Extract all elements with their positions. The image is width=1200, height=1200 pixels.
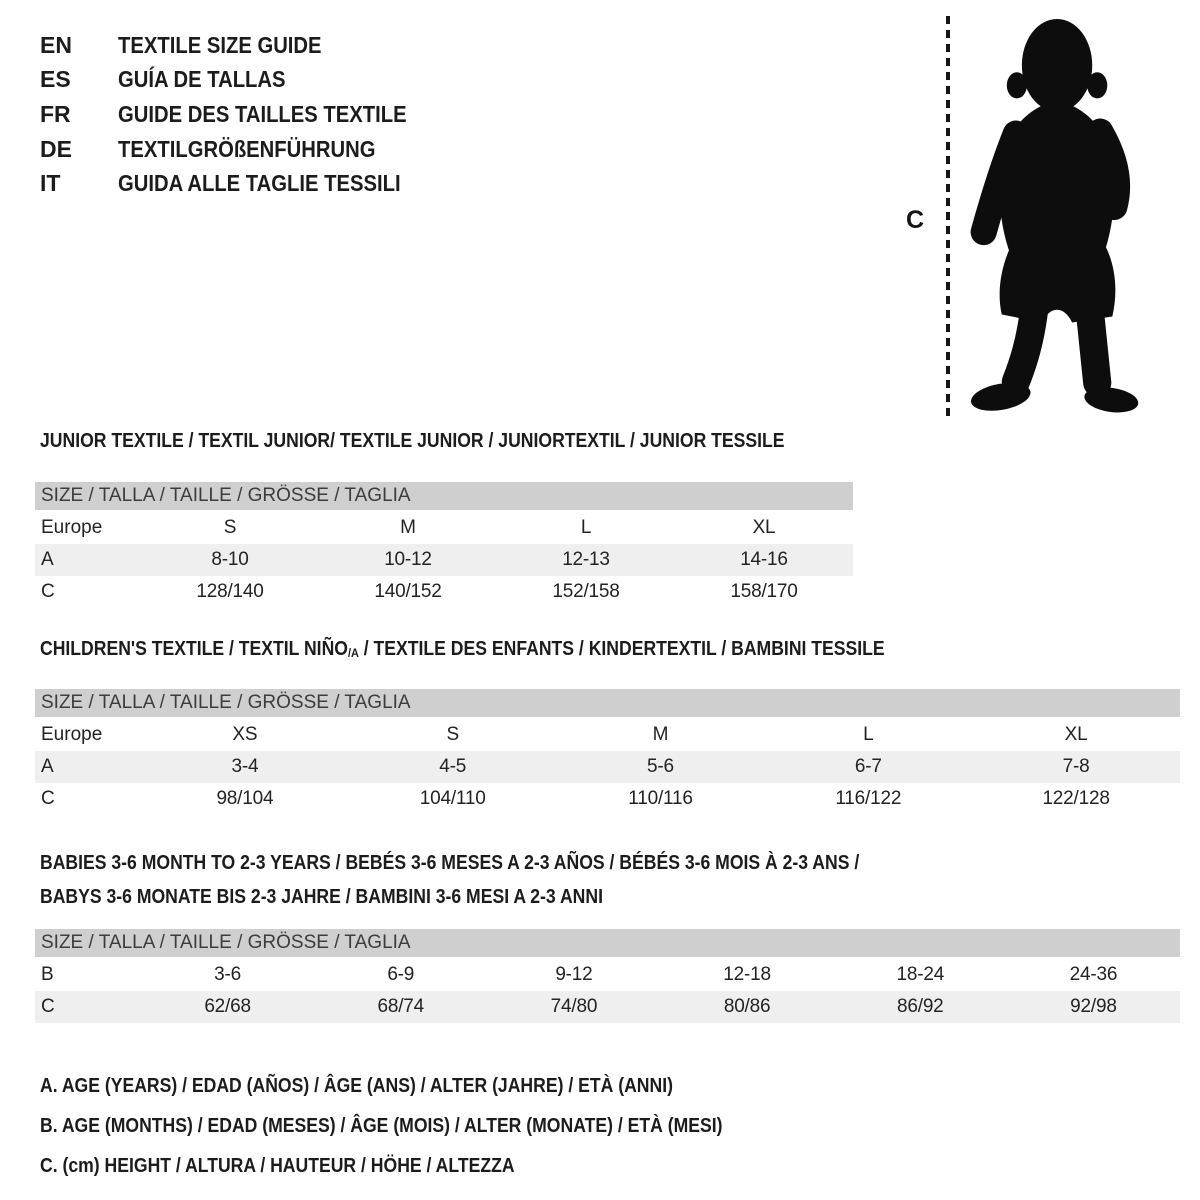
size-cell: XL <box>752 517 776 538</box>
size-table-header <box>35 689 1180 717</box>
height-cell: 128/140 <box>196 581 264 602</box>
age-cell: 10-12 <box>384 549 432 570</box>
age-cell: 12-18 <box>723 964 771 985</box>
height-cell: 68/74 <box>377 996 425 1017</box>
size-cell: XL <box>1064 724 1088 745</box>
height-cell: 152/158 <box>552 581 620 602</box>
section-title-text: CHILDREN'S TEXTILE / TEXTIL NIÑO <box>40 638 348 660</box>
footnote-text: C. (cm) HEIGHT / ALTURA / HAUTEUR / HÖHE / ALTEZZA <box>40 1154 515 1177</box>
footnote-a <box>40 1066 816 1106</box>
footnote-text: A. AGE (YEARS) / EDAD (AÑOS) / ÂGE (ANS) / ALTER (JAHRE) / ETÀ (ANNI) <box>40 1074 673 1097</box>
language-row <box>40 166 446 201</box>
footnote-b <box>40 1106 816 1146</box>
footnote-text: B. AGE (MONTHS) / EDAD (MESES) / ÂGE (MOIS) / ALTER (MONATE) / ETÀ (MESI) <box>40 1114 723 1137</box>
size-table-header <box>35 929 1180 957</box>
children-size-table <box>35 689 1180 815</box>
height-cell: 116/122 <box>835 788 902 809</box>
size-cell: M <box>652 724 669 745</box>
table-row-height <box>35 576 853 608</box>
age-cell: 18-24 <box>896 964 945 985</box>
age-cell: 24-36 <box>1069 964 1118 985</box>
measure-label-c: C <box>906 206 925 234</box>
size-cell: L <box>580 517 592 538</box>
height-cell: 74/80 <box>550 996 598 1017</box>
section-title-text: / TEXTILE DES ENFANTS / KINDERTEXTIL / BAMBINI TESSILE <box>358 638 885 660</box>
row-label: Europe <box>41 724 103 745</box>
language-row <box>40 132 446 167</box>
age-cell: 9-12 <box>555 964 593 985</box>
height-cell: 158/170 <box>730 581 798 602</box>
age-cell: 12-13 <box>562 549 610 570</box>
table-row-age <box>35 751 1180 783</box>
height-cell: 80/86 <box>723 996 771 1017</box>
section-title-text: JUNIOR TEXTILE / TEXTIL JUNIOR/ TEXTILE JUNIOR / JUNIORTEXTIL / JUNIOR TESSILE <box>40 430 785 452</box>
table-row-height <box>35 991 1180 1023</box>
footnotes <box>40 1066 816 1186</box>
language-code: EN <box>40 31 72 58</box>
language-row <box>40 28 446 63</box>
row-label: A <box>41 756 54 777</box>
section-title-babies <box>40 846 859 914</box>
size-cell: L <box>863 724 874 745</box>
size-header-text: SIZE / TALLA / TAILLE / GRÖSSE / TAGLIA <box>41 932 411 953</box>
language-row <box>40 97 446 132</box>
age-cell: 4-5 <box>439 756 467 777</box>
section-title-children <box>40 638 885 661</box>
size-cell: S <box>446 724 459 745</box>
language-list <box>40 28 446 201</box>
height-cell: 92/98 <box>1070 996 1117 1017</box>
height-cell: 62/68 <box>204 996 251 1017</box>
table-row-height <box>35 783 1180 815</box>
row-label: A <box>41 549 54 570</box>
language-title: GUIDA ALLE TAGLIE TESSILI <box>118 170 401 197</box>
row-label: C <box>41 581 55 602</box>
language-row <box>40 63 446 98</box>
table-row-age-months <box>35 959 1180 991</box>
section-title-junior <box>40 430 785 453</box>
language-title: GUIDE DES TAILLES TEXTILE <box>118 100 407 127</box>
height-cell: 104/110 <box>419 788 486 809</box>
toddler-silhouette-icon <box>953 15 1145 417</box>
table-row-europe <box>35 719 1180 751</box>
age-cell: 14-16 <box>740 549 788 570</box>
size-cell: M <box>400 517 416 538</box>
age-cell: 3-6 <box>214 964 242 985</box>
table-row-age <box>35 544 853 576</box>
height-measure-dashed-line <box>946 16 950 418</box>
size-cell: XS <box>232 724 258 745</box>
height-cell: 98/104 <box>216 788 274 809</box>
language-title: GUÍA DE TALLAS <box>118 66 286 93</box>
babies-size-table <box>35 929 1180 1023</box>
section-title-subscript: /A <box>347 646 359 661</box>
age-cell: 7-8 <box>1062 756 1090 777</box>
junior-size-table <box>35 482 853 608</box>
row-label: C <box>41 996 55 1017</box>
age-cell: 6-7 <box>854 756 882 777</box>
language-code: FR <box>40 100 71 127</box>
size-cell: S <box>223 517 237 538</box>
row-label: B <box>41 964 54 985</box>
size-header-text: SIZE / TALLA / TAILLE / GRÖSSE / TAGLIA <box>41 692 411 713</box>
footnote-c <box>40 1146 816 1186</box>
language-title: TEXTILE SIZE GUIDE <box>118 31 322 58</box>
height-cell: 110/116 <box>628 788 693 809</box>
language-code: DE <box>40 135 72 162</box>
section-title-line2: BABYS 3-6 MONATE BIS 2-3 JAHRE / BAMBINI 3-6 MESI A 2-3 ANNI <box>40 886 603 908</box>
row-label: Europe <box>41 517 103 538</box>
section-title-line1: BABIES 3-6 MONTH TO 2-3 YEARS / BEBÉS 3-6 MESES A 2-3 AÑOS / BÉBÉS 3-6 MOIS À 2-3 ANS / <box>40 852 860 874</box>
table-row-europe <box>35 512 853 544</box>
language-code: IT <box>40 170 61 197</box>
height-cell: 140/152 <box>374 581 442 602</box>
age-cell: 6-9 <box>387 964 415 985</box>
language-title: TEXTILGRÖßENFÜHRUNG <box>118 135 376 162</box>
language-code: ES <box>40 66 71 93</box>
age-cell: 5-6 <box>647 756 674 777</box>
row-label: C <box>41 788 55 809</box>
age-cell: 3-4 <box>231 756 259 777</box>
height-cell: 122/128 <box>1042 788 1110 809</box>
height-cell: 86/92 <box>897 996 944 1017</box>
age-cell: 8-10 <box>211 549 249 570</box>
size-table-header <box>35 482 853 510</box>
size-header-text: SIZE / TALLA / TAILLE / GRÖSSE / TAGLIA <box>41 485 411 506</box>
